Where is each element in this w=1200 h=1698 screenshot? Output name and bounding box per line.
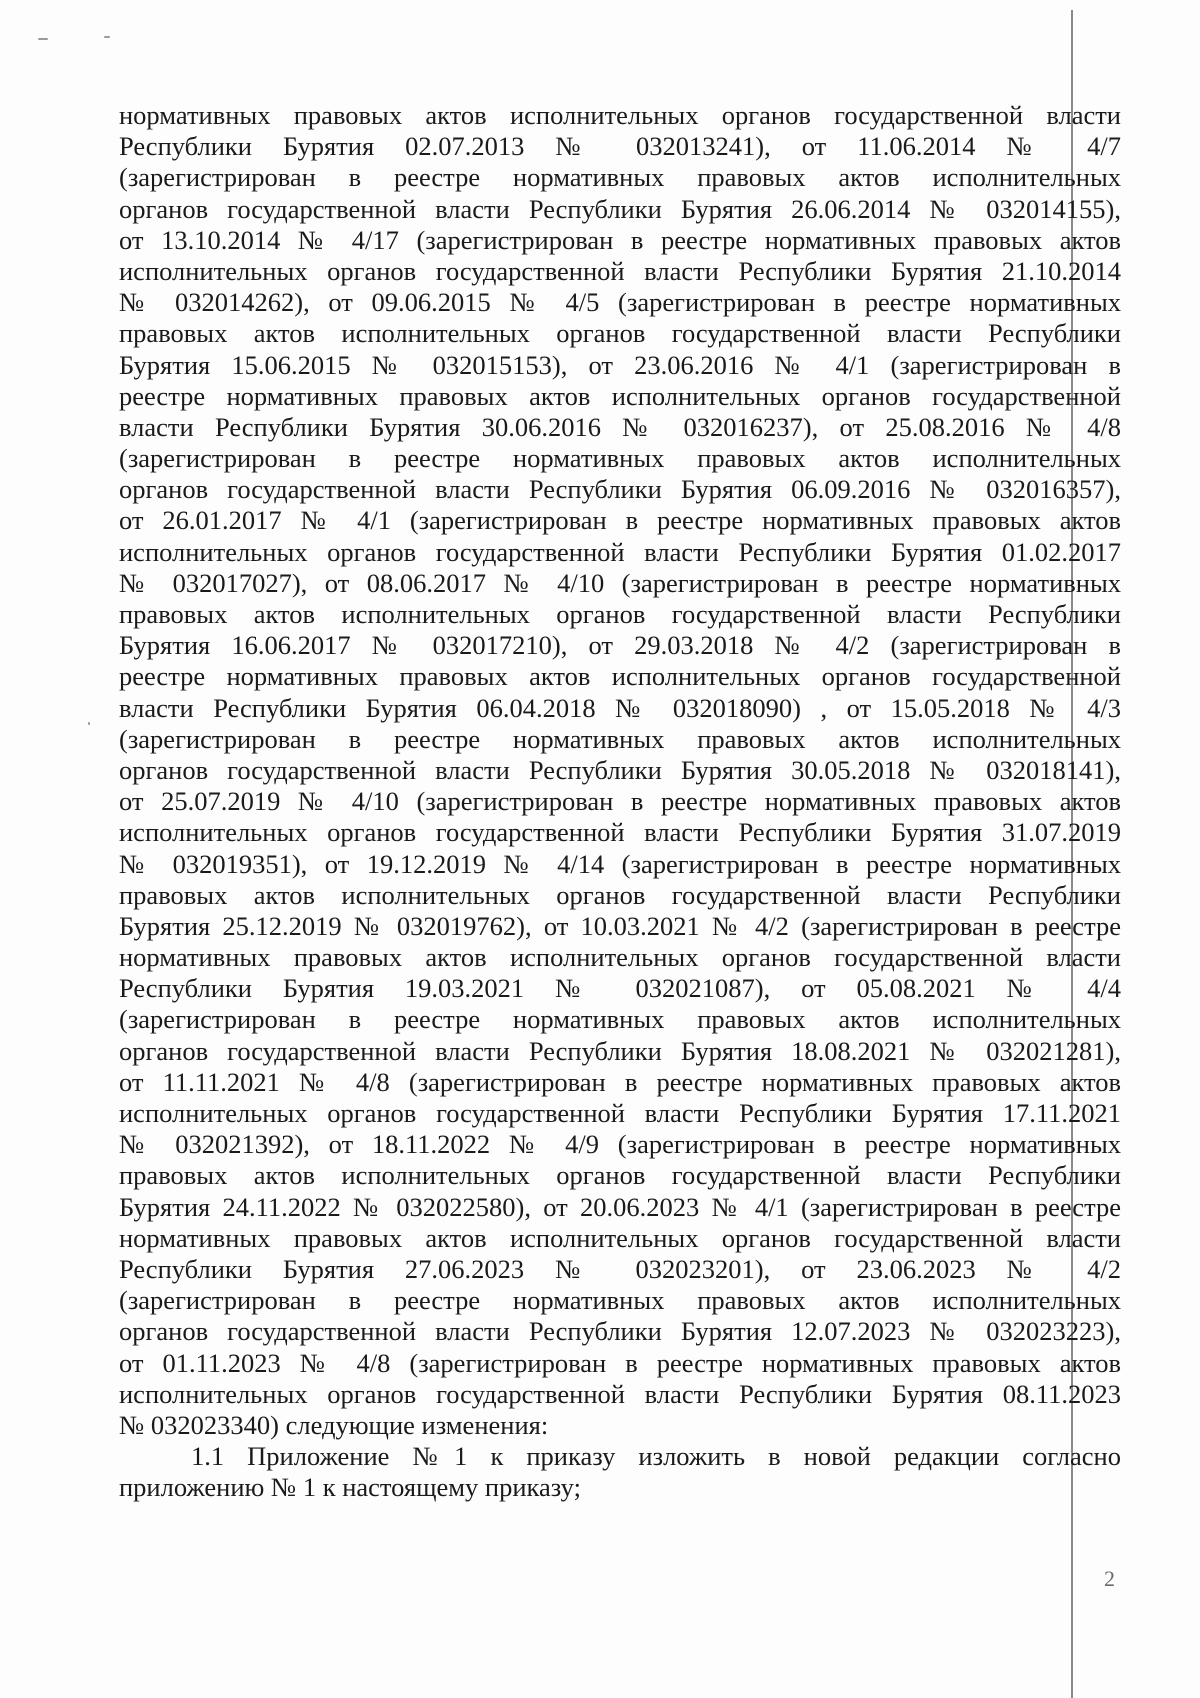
text-line: приложению № 1 к настоящему приказу; <box>119 1472 581 1503</box>
text-line: (зарегистрирован в реестре нормативных правовых актов исполнительных <box>119 723 1121 754</box>
text-line: Республики Бурятия 19.03.2021 № 032021087), от 05.08.2021 № 4/4 <box>119 973 1121 1004</box>
text-line: от 25.07.2019 № 4/10 (зарегистрирован в реестре нормативных правовых актов <box>119 786 1121 817</box>
text-line: исполнительных органов государственной власти Республики Бурятия 08.11.2023 <box>119 1378 1121 1409</box>
text-line: от 01.11.2023 № 4/8 (зарегистрирован в реестре нормативных правовых актов <box>119 1347 1121 1378</box>
text-line: нормативных правовых актов исполнительных органов государственной власти <box>119 1222 1121 1253</box>
text-line: Бурятия 25.12.2019 № 032019762), от 10.03.2021 № 4/2 (зарегистрирован в реестре <box>119 910 1121 941</box>
text-line: правовых актов исполнительных органов государственной власти Республики <box>119 879 1121 910</box>
text-line: Бурятия 24.11.2022 № 032022580), от 20.06.2023 № 4/1 (зарегистрирован в реестре <box>119 1191 1121 1222</box>
text-line: органов государственной власти Республики Бурятия 06.09.2016 № 032016357), <box>119 474 1121 505</box>
text-line: органов государственной власти Республики Бурятия 26.06.2014 № 032014155), <box>119 193 1121 224</box>
scan-speck <box>104 36 110 38</box>
text-line: исполнительных органов государственной власти Республики Бурятия 21.10.2014 <box>119 255 1121 286</box>
text-line: № 032023340) следующие изменения: <box>119 1409 549 1440</box>
text-line: Бурятия 15.06.2015 № 032015153), от 23.06.2016 № 4/1 (зарегистрирован в <box>119 349 1121 380</box>
text-line: власти Республики Бурятия 30.06.2016 № 032016237), от 25.08.2016 № 4/8 <box>119 411 1121 442</box>
document-body <box>119 100 1121 1503</box>
text-line: правовых актов исполнительных органов государственной власти Республики <box>119 599 1121 629</box>
text-line: Республики Бурятия 02.07.2013 № 032013241), от 11.06.2014 № 4/7 <box>119 131 1121 162</box>
text-line: № 032019351), от 19.12.2019 № 4/14 (зарегистрирован в реестре нормативных <box>119 848 1121 879</box>
text-line: реестре нормативных правовых актов исполнительных органов государственной <box>119 380 1121 411</box>
text-line: правовых актов исполнительных органов государственной власти Республики <box>119 318 1121 349</box>
text-line: органов государственной власти Республики Бурятия 12.07.2023 № 032023223), <box>119 1316 1121 1347</box>
text-line: 1.1 Приложение №1 к приказу изложить в новой редакции согласно <box>191 1441 1121 1472</box>
text-line: от 11.11.2021 № 4/8 (зарегистрирован в реестре нормативных правовых актов <box>119 1066 1121 1097</box>
text-line: реестре нормативных правовых актов исполнительных органов государственной <box>119 661 1121 692</box>
text-line: (зарегистрирован в реестре нормативных правовых актов исполнительных <box>119 162 1121 193</box>
text-line: исполнительных органов государственной власти Республики Бурятия 17.11.2021 <box>119 1098 1121 1128</box>
text-line: (зарегистрирован в реестре нормативных правовых актов исполнительных <box>119 1285 1121 1316</box>
text-line: № 032021392), от 18.11.2022 № 4/9 (зарегистрирован в реестре нормативных <box>119 1129 1121 1160</box>
text-line: № 032017027), от 08.06.2017 № 4/10 (зарегистрирован в реестре нормативных <box>119 567 1121 598</box>
text-line: органов государственной власти Республики Бурятия 18.08.2021 № 032021281), <box>119 1035 1121 1066</box>
page-number: 2 <box>1104 1566 1115 1591</box>
text-line: нормативных правовых актов исполнительных органов государственной власти <box>119 942 1121 973</box>
text-line: Республики Бурятия 27.06.2023 № 032023201), от 23.06.2023 № 4/2 <box>119 1253 1121 1284</box>
text-line: органов государственной власти Республики Бурятия 30.05.2018 № 032018141), <box>119 754 1121 785</box>
scan-speck <box>38 38 48 40</box>
text-line: Бурятия 16.06.2017 № 032017210), от 29.03.2018 № 4/2 (зарегистрирован в <box>119 630 1121 661</box>
text-line: исполнительных органов государственной власти Республики Бурятия 31.07.2019 <box>119 817 1121 848</box>
text-line: № 032014262), от 09.06.2015 № 4/5 (зарегистрирован в реестре нормативных <box>119 287 1121 318</box>
text-line: (зарегистрирован в реестре нормативных правовых актов исполнительных <box>119 443 1121 474</box>
text-line: нормативных правовых актов исполнительных органов государственной власти <box>119 100 1121 130</box>
scan-speck <box>88 722 90 725</box>
text-line: исполнительных органов государственной власти Республики Бурятия 01.02.2017 <box>119 536 1121 567</box>
text-line: (зарегистрирован в реестре нормативных правовых актов исполнительных <box>119 1004 1121 1035</box>
text-line: от 13.10.2014 № 4/17 (зарегистрирован в реестре нормативных правовых актов <box>119 224 1121 255</box>
text-line: от 26.01.2017 № 4/1 (зарегистрирован в реестре нормативных правовых актов <box>119 505 1121 536</box>
text-line: правовых актов исполнительных органов государственной власти Республики <box>119 1160 1121 1191</box>
text-line: власти Республики Бурятия 06.04.2018 № 032018090) , от 15.05.2018 № 4/3 <box>119 692 1121 723</box>
